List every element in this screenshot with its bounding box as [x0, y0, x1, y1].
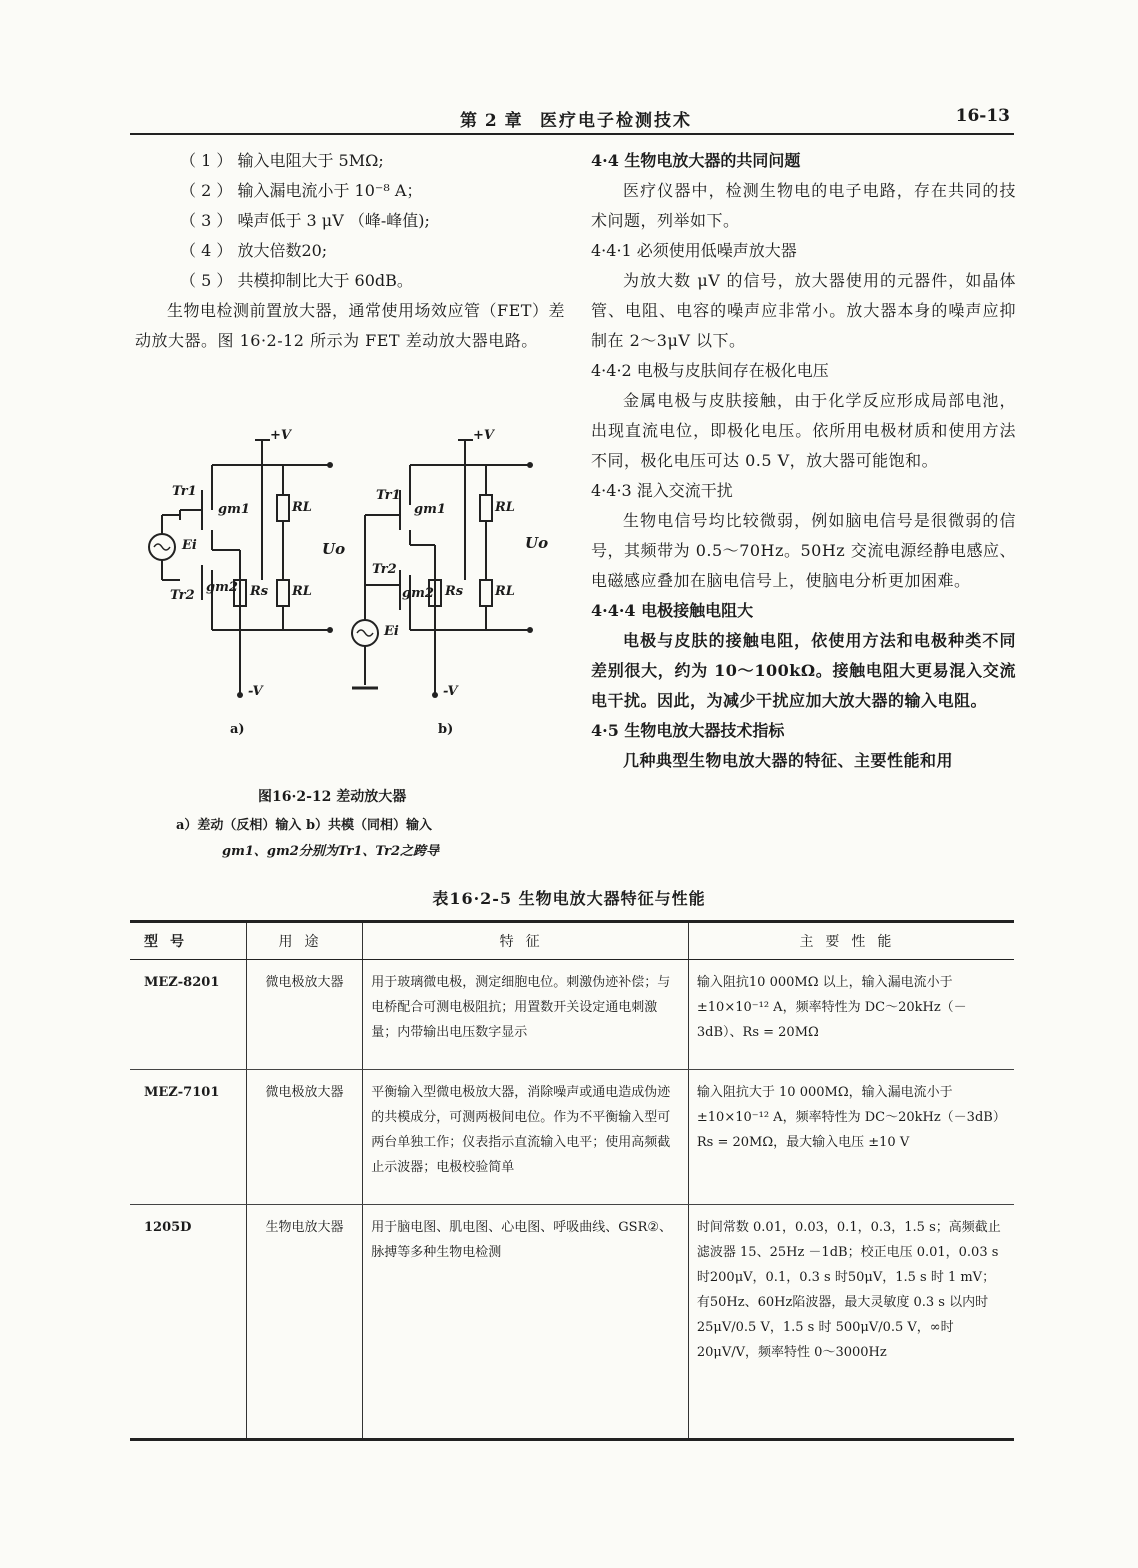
label-vminus-a: -V	[248, 684, 263, 699]
circuit-a	[149, 440, 330, 695]
requirement-item: （ 4 ） 放大倍数20;	[180, 241, 328, 260]
header-performance: 主要性能	[688, 922, 1014, 960]
cell-performance: 输入阻抗大于 10 000MΩ，输入漏电流小于 ±10×10⁻¹² A，频率特性为 DC～20kHz（－3dB） Rs = 20MΩ，最大输入电压 ±10 V	[688, 1070, 1014, 1205]
section-paragraph: 医疗仪器中，检测生物电的电子电路，存在共同的技术问题，列举如下。	[591, 181, 1016, 230]
cell-performance: 时间常数 0.01，0.03，0.1，0.3，1.5 s；高频截止滤波器 15、25Hz －1dB；校正电压 0.01，0.03 s 时200μV，0.1，0.3 s 时50μV，1.5 s 时 1 mV；有50Hz、60Hz陷波器，最大灵敏度 0.3 s 以内时 25μV/0.5 V，1.5 s 时 500μV/0.5 V，∞时 20μV/V，频率特性 0～3000Hz	[688, 1205, 1014, 1440]
label-gm1-b: gm1	[414, 502, 446, 517]
figure-caption-sub1: a）差动（反相）输入 b）共模（同相）输入	[176, 818, 433, 833]
label-gm1-a: gm1	[218, 502, 250, 517]
left-column	[135, 146, 565, 356]
cell-model: MEZ-8201	[130, 960, 246, 1070]
section-paragraph: 几种典型生物电放大器的特征、主要性能和用	[623, 751, 954, 770]
label-rl1-b: RL	[495, 500, 515, 515]
label-tr2-b: Tr2	[372, 562, 397, 577]
label-uo-a: Uo	[322, 540, 346, 558]
subsection-heading: 4·4·1 必须使用低噪声放大器	[591, 241, 797, 260]
label-ei-b: Ei	[384, 624, 399, 639]
chapter-title: 医疗电子检测技术	[540, 111, 692, 131]
label-ei-a: Ei	[182, 538, 197, 553]
circuit-figure	[140, 420, 560, 750]
intro-paragraph: 生物电检测前置放大器，通常使用场效应管（FET）差动放大器。图 16·2-12 所示为 FET 差动放大器电路。	[135, 301, 565, 350]
label-vplus-b: +V	[473, 428, 494, 443]
label-rl1-a: RL	[292, 500, 312, 515]
table-row	[130, 1070, 1014, 1205]
chapter-number: 第 2 章	[460, 111, 523, 131]
cell-performance: 输入阻抗10 000MΩ 以上，输入漏电流小于 ±10×10⁻¹² A，频率特性为 DC～20kHz（－3dB）、Rs = 20MΩ	[688, 960, 1014, 1070]
page-number: 16-13	[955, 106, 1010, 126]
right-column	[591, 146, 1016, 776]
subsection-heading: 4·4·3 混入交流干扰	[591, 481, 733, 500]
label-tr1-b: Tr1	[376, 488, 401, 503]
header-use: 用途	[246, 922, 362, 960]
cell-feature: 用于脑电图、肌电图、心电图、呼吸曲线、GSR②、脉搏等多种生物电检测	[363, 1205, 689, 1440]
label-tr2-a: Tr2	[170, 588, 195, 603]
label-rl2-b: RL	[495, 584, 515, 599]
page-header	[130, 104, 1010, 134]
cell-use: 微电极放大器	[246, 960, 362, 1070]
cell-use: 生物电放大器	[246, 1205, 362, 1440]
section-paragraph: 生物电信号均比较微弱，例如脑电信号是很微弱的信号，其频带为 0.5～70Hz。50Hz 交流电源经静电感应、电磁感应叠加在脑电信号上，使脑电分析更加困难。	[591, 511, 1016, 590]
cell-feature: 平衡输入型微电极放大器，消除噪声或通电造成伪迹的共模成分，可测两极间电位。作为不平衡输入型可两台单独工作；仪表指示直流输入电平；使用高频截止示波器；电极校验简单	[363, 1070, 689, 1205]
label-uo-b: Uo	[525, 534, 549, 552]
table-row	[130, 1205, 1014, 1440]
label-b: b)	[438, 722, 454, 737]
label-gm2-b: gm2	[402, 586, 434, 601]
label-a: a)	[230, 722, 245, 737]
header-rule	[130, 133, 1014, 135]
section-paragraph: 电极与皮肤的接触电阻，依使用方法和电极种类不同差别很大，约为 10～100kΩ。接触电阻大更易混入交流电干扰。因此，为减少干扰应加大放大器的输入电阻。	[591, 631, 1016, 710]
requirement-item: （ 3 ） 噪声低于 3 μV （峰-峰值);	[180, 211, 430, 230]
table-header-row	[130, 922, 1014, 960]
label-rs-b: Rs	[445, 584, 464, 599]
subsection-heading: 4·4·4 电极接触电阻大	[591, 601, 754, 620]
requirement-item: （ 2 ） 输入漏电流小于 10⁻⁸ A；	[180, 181, 423, 200]
label-vplus-a: +V	[270, 428, 291, 443]
section-heading: 4·5 生物电放大器技术指标	[591, 721, 785, 740]
label-tr1-a: Tr1	[172, 484, 197, 499]
label-vminus-b: -V	[443, 684, 458, 699]
subsection-heading: 4·4·2 电极与皮肤间存在极化电压	[591, 361, 829, 380]
label-gm2-a: gm2	[206, 580, 238, 595]
cell-use: 微电极放大器	[246, 1070, 362, 1205]
section-heading: 4·4 生物电放大器的共同问题	[591, 151, 801, 170]
section-paragraph: 为放大数 μV 的信号，放大器使用的元器件，如晶体管、电阻、电容的噪声应非常小。放大器本身的噪声应抑制在 2～3μV 以下。	[591, 271, 1016, 350]
header-model: 型号	[130, 922, 246, 960]
requirement-item: （ 1 ） 输入电阻大于 5MΩ;	[180, 151, 384, 170]
figure-caption: 图16·2-12 差动放大器	[258, 789, 407, 805]
spec-table	[130, 920, 1014, 1441]
cell-model: 1205D	[130, 1205, 246, 1440]
label-rl2-a: RL	[292, 584, 312, 599]
cell-model: MEZ-7101	[130, 1070, 246, 1205]
header-feature: 特征	[363, 922, 689, 960]
table-row	[130, 960, 1014, 1070]
section-paragraph: 金属电极与皮肤接触，由于化学反应形成局部电池，出现直流电位，即极化电压。依所用电极材质和使用方法不同，极化电压可达 0.5 V，放大器可能饱和。	[591, 391, 1016, 470]
requirement-item: （ 5 ） 共模抑制比大于 60dB。	[180, 271, 413, 290]
cell-feature: 用于玻璃微电极，测定细胞电位。刺激伪迹补偿；与电桥配合可测电极阻抗；用置数开关设定通电刺激量；内带输出电压数字显示	[363, 960, 689, 1070]
figure-caption-sub2: gm1、gm2分别为Tr1、Tr2之跨导	[222, 844, 440, 859]
table-caption: 表16·2-5 生物电放大器特征与性能	[432, 889, 706, 908]
label-rs-a: Rs	[250, 584, 269, 599]
